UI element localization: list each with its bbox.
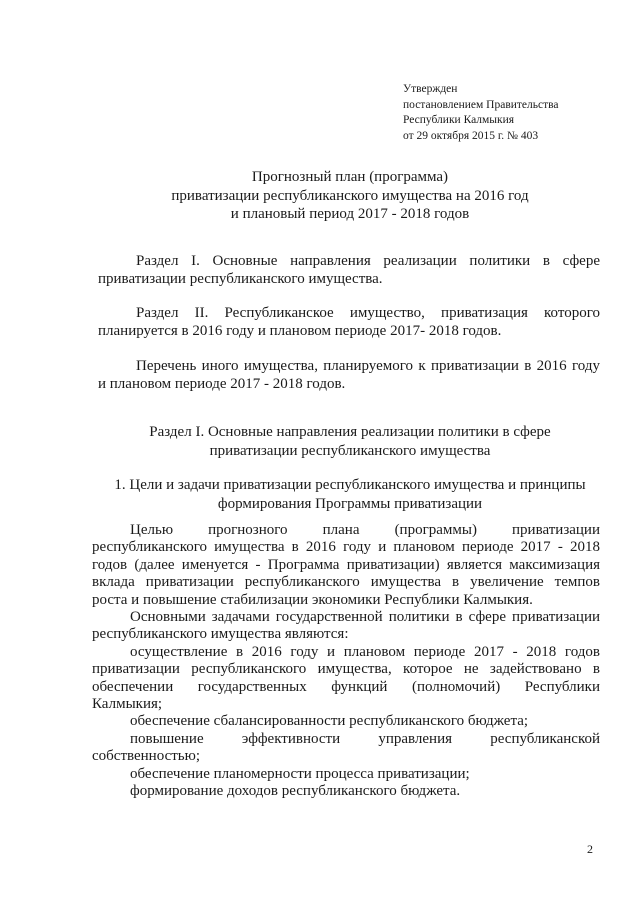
heading-line: приватизации республиканского имущества (209, 442, 491, 459)
subsection-heading (100, 476, 600, 513)
title-line: приватизации республиканского имущества на 2016 год (171, 187, 529, 204)
text-line: формирование доходов республиканского бюджета. (130, 783, 461, 800)
approval-line: от 29 октября 2015 г. № 403 (403, 129, 539, 142)
title-line: Прогнозный план (программа) (251, 169, 449, 185)
toc-line: приватизации республиканского имущества. (98, 271, 383, 287)
text-line: приватизации республиканского имущества, которое не задействовано в (92, 661, 600, 678)
text-line: роста и повышение стабилизации экономики Республики Калмыкия. (92, 591, 533, 608)
text-line: Калмыкия; (92, 696, 163, 713)
toc-line: Раздел II. Республиканское имущество, приватизация которого (136, 305, 600, 321)
approval-line: постановлением Правительства (403, 98, 559, 111)
approval-line: Республики Калмыкия (403, 114, 515, 126)
toc-item-section-1 (98, 252, 600, 288)
document-title (100, 168, 600, 224)
page-number: 2 (587, 842, 593, 856)
text-line: республиканского имущества в 2016 году и плановом периоде 2017 - 2018 (92, 539, 600, 556)
text-line: Основными задачами государственной политики в сфере приватизации (130, 609, 600, 626)
text-line: повышение эффективности управления республиканской (130, 730, 600, 747)
heading-line: 1. Цели и задачи приватизации республиканского имущества и принципы (114, 477, 586, 493)
approval-line: Утвержден (403, 83, 458, 95)
body-text (92, 522, 600, 801)
toc-line: Раздел I. Основные направления реализации политики в сфере (136, 253, 600, 269)
text-line: осуществление в 2016 году и плановом периоде 2017 - 2018 годов (130, 643, 600, 660)
toc-line: и плановом периоде 2017 - 2018 годов. (98, 376, 346, 392)
title-line: и плановый период 2017 - 2018 годов (230, 206, 470, 222)
text-line: Целью прогнозного плана (программы) приватизации (130, 522, 600, 538)
approval-stamp (403, 82, 559, 144)
text-line: обеспечении государственных функций (полномочий) Республики (92, 678, 600, 695)
toc-line: Перечень иного имущества, планируемого к приватизации в 2016 году (136, 358, 600, 374)
toc-item-other-property (98, 357, 600, 393)
text-line: вклада приватизации республиканского имущества в увеличение темпов (92, 574, 600, 591)
heading-line: формирования Программы приватизации (217, 495, 483, 512)
toc-item-section-2 (98, 304, 600, 340)
text-line: собственностью; (92, 748, 201, 765)
text-line: обеспечение сбалансированности республиканского бюджета; (130, 713, 529, 730)
section-heading (100, 423, 600, 460)
toc-line: планируется в 2016 году и плановом периоде 2017- 2018 годов. (98, 323, 502, 339)
text-line: годов (далее именуется - Программа приватизации) является максимизация (92, 556, 600, 573)
text-line: республиканского имущества являются: (92, 626, 349, 643)
text-line: обеспечение планомерности процесса приватизации; (130, 765, 470, 782)
heading-line: Раздел I. Основные направления реализации политики в сфере (149, 424, 551, 440)
